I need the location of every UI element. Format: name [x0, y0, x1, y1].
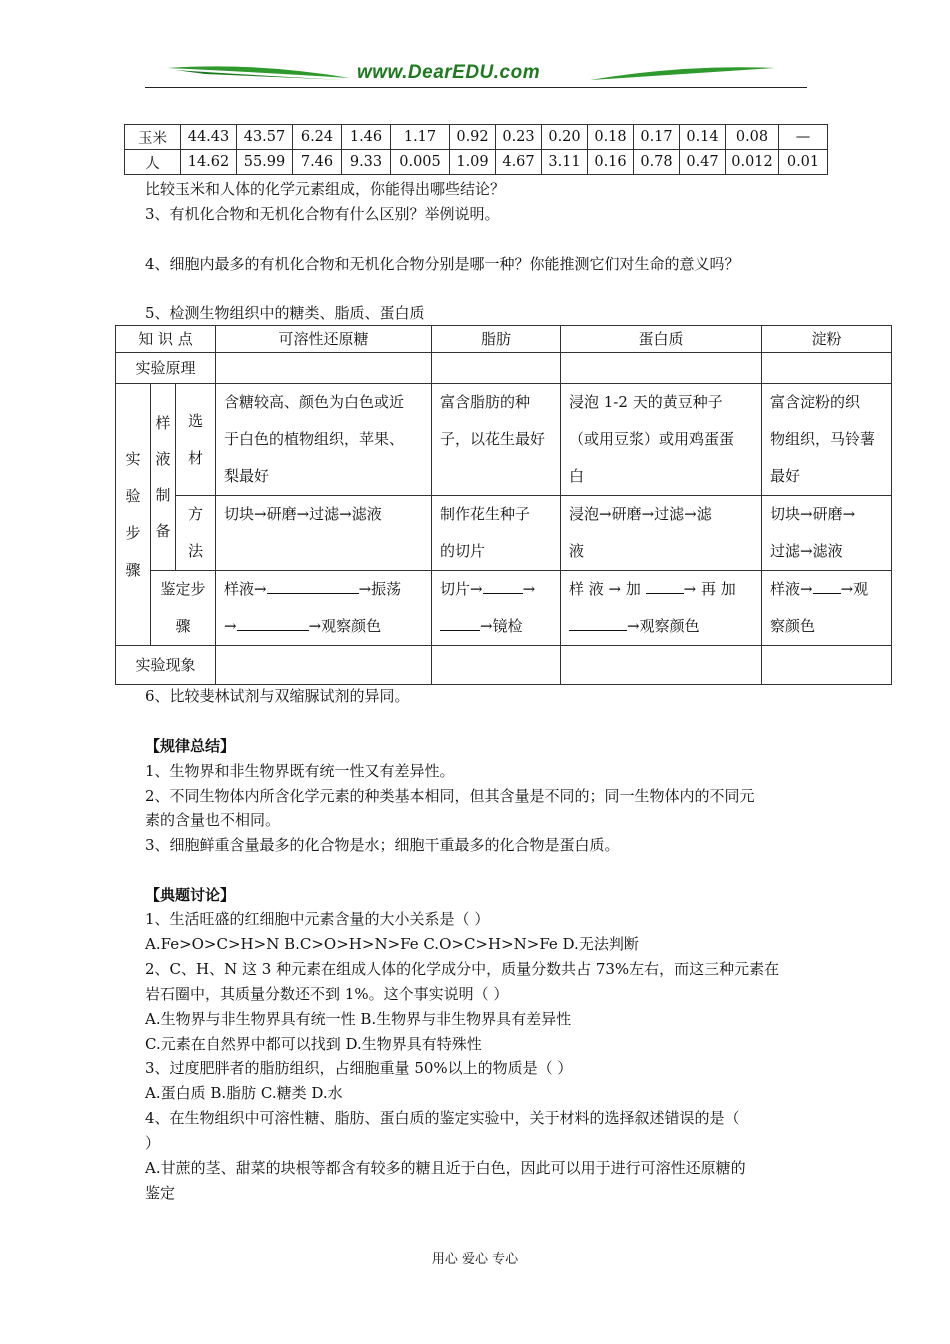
cell: 3.11 — [542, 150, 588, 175]
material-protein: 浸泡 1-2 天的黄豆种子 （或用豆浆）或用鸡蛋蛋 白 — [561, 384, 762, 496]
cell: — — [779, 125, 828, 150]
fill-blank[interactable] — [440, 614, 480, 631]
method-sugar: 切块→研磨→过滤→滤液 — [216, 496, 432, 571]
identify-starch: 样液→ →观 察颜色 — [762, 571, 892, 646]
cell: 0.08 — [726, 125, 779, 150]
table-row — [116, 646, 892, 685]
discussion-line: 4、在生物组织中可溶性糖、脂肪、蛋白质的鉴定实验中，关于材料的选择叙述错误的是（ — [145, 1109, 740, 1127]
material-label: 选 材 — [176, 384, 216, 496]
discussion-line: C.元素在自然界中都可以找到 D.生物界具有特殊性 — [145, 1035, 482, 1053]
discussion-title: 【典题讨论】 — [145, 886, 236, 904]
summary-title: 【规律总结】 — [145, 737, 236, 755]
identify-sugar: 样液→ →振荡 → →观察颜色 — [216, 571, 432, 646]
cell: 0.23 — [496, 125, 542, 150]
cell: 4.67 — [496, 150, 542, 175]
summary-item: 3、细胞鲜重含量最多的化合物是水；细胞干重最多的化合物是蛋白质。 — [145, 836, 620, 854]
table-row — [116, 384, 892, 496]
cell: 0.92 — [450, 125, 496, 150]
identify-protein: 样 液 → 加 → 再 加 →观察颜色 — [561, 571, 762, 646]
cell — [561, 353, 762, 384]
discussion-line: A.Fe>O>C>H>N B.C>O>H>N>Fe C.O>C>H>N>Fe D.无法判断 — [145, 935, 639, 953]
header-cell: 知 识 点 — [116, 326, 216, 353]
question-compare: 比较玉米和人体的化学元素组成，你能得出哪些结论？ — [145, 180, 506, 198]
cell: 0.005 — [391, 150, 450, 175]
cell — [432, 353, 561, 384]
page-footer: 用心 爱心 专心 — [431, 1252, 519, 1267]
question-5: 5、检测生物组织中的糖类、脂质、蛋白质 — [145, 304, 425, 322]
material-fat: 富含脂肪的种 子，以花生最好 — [432, 384, 561, 496]
method-protein: 浸泡→研磨→过滤→滤 液 — [561, 496, 762, 571]
header-cell: 蛋白质 — [561, 326, 762, 353]
table-row — [116, 496, 892, 571]
summary-item: 素的含量也不相同。 — [145, 811, 281, 829]
row-label: 实验现象 — [116, 646, 216, 685]
cell: 1.46 — [342, 125, 391, 150]
fill-blank[interactable] — [237, 614, 309, 631]
discussion-line: ） — [145, 1134, 161, 1152]
page-header — [145, 60, 807, 90]
cell — [432, 646, 561, 685]
discussion-line: A.生物界与非生物界具有统一性 B.生物界与非生物界具有差异性 — [145, 1010, 572, 1028]
cell: 9.33 — [342, 150, 391, 175]
steps-label: 实 验 步 骤 — [116, 384, 151, 646]
cell: 0.012 — [726, 150, 779, 175]
row-label: 玉米 — [125, 125, 181, 150]
cell: 0.18 — [588, 125, 634, 150]
cell: 7.46 — [293, 150, 342, 175]
table-row — [116, 353, 892, 384]
header-cell: 脂肪 — [432, 326, 561, 353]
cell — [561, 646, 762, 685]
fill-blank[interactable] — [569, 614, 627, 631]
cell: 0.17 — [634, 125, 680, 150]
cell: 0.01 — [779, 150, 828, 175]
fill-blank[interactable] — [267, 577, 359, 594]
table-row — [116, 326, 892, 353]
discussion-line: 岩石圈中，其质量分数还不到 1%。这个事实说明（ ） — [145, 985, 509, 1003]
summary-item: 2、不同生物体内所含化学元素的种类基本相同，但其含量是不同的；同一生物体内的不同元 — [145, 787, 755, 805]
identify-label: 鉴定步 骤 — [151, 571, 216, 646]
header-cell: 淀粉 — [762, 326, 892, 353]
cell: 1.09 — [450, 150, 496, 175]
cell: 6.24 — [293, 125, 342, 150]
cell: 0.14 — [680, 125, 726, 150]
row-label: 人 — [125, 150, 181, 175]
cell: 44.43 — [181, 125, 237, 150]
cell — [216, 353, 432, 384]
material-starch: 富含淀粉的织 物组织，马铃薯 最好 — [762, 384, 892, 496]
question-4: 4、细胞内最多的有机化合物和无机化合物分别是哪一种？你能推测它们对生命的意义吗？ — [145, 255, 740, 273]
cell — [762, 646, 892, 685]
cell: 55.99 — [237, 150, 293, 175]
discussion-line: 3、过度肥胖者的脂肪组织，占细胞重量 50%以上的物质是（ ） — [145, 1059, 573, 1077]
site-logo[interactable]: www.DearEDU.com — [357, 62, 541, 83]
cell: 0.16 — [588, 150, 634, 175]
cell: 1.17 — [391, 125, 450, 150]
summary-item: 1、生物界和非生物界既有统一性又有差异性。 — [145, 762, 455, 780]
cell — [762, 353, 892, 384]
cell — [216, 646, 432, 685]
question-6: 6、比较斐林试剂与双缩脲试剂的异同。 — [145, 687, 410, 705]
cell: 14.62 — [181, 150, 237, 175]
row-label: 实验原理 — [116, 353, 216, 384]
discussion-line: 鉴定 — [145, 1184, 176, 1202]
method-starch: 切块→研磨→ 过滤→滤液 — [762, 496, 892, 571]
question-3: 3、有机化合物和无机化合物有什么区别？举例说明。 — [145, 205, 500, 223]
cell: 0.47 — [680, 150, 726, 175]
table-row — [125, 150, 828, 175]
discussion-line: A.甘蔗的茎、甜菜的块根等都含有较多的糖且近于白色，因此可以用于进行可溶性还原糖的 — [145, 1159, 746, 1177]
header-cell: 可溶性还原糖 — [216, 326, 432, 353]
detection-table — [115, 325, 892, 685]
cell: 0.78 — [634, 150, 680, 175]
material-sugar: 含糖较高、颜色为白色或近 于白色的植物组织，苹果、 梨最好 — [216, 384, 432, 496]
prep-label: 样 液 制 备 — [151, 384, 176, 571]
discussion-line: 2、C、H、N 这 3 种元素在组成人体的化学成分中，质量分数共占 73%左右，而这三种元素在 — [145, 960, 780, 978]
element-composition-table — [124, 124, 828, 175]
fill-blank[interactable] — [646, 577, 684, 594]
method-label: 方 法 — [176, 496, 216, 571]
method-fat: 制作花生种子 的切片 — [432, 496, 561, 571]
cell: 43.57 — [237, 125, 293, 150]
table-row — [116, 571, 892, 646]
discussion-line: 1、生活旺盛的红细胞中元素含量的大小关系是（ ） — [145, 910, 490, 928]
fill-blank[interactable] — [813, 577, 841, 594]
cell: 0.20 — [542, 125, 588, 150]
identify-fat: 切片→ → →镜检 — [432, 571, 561, 646]
discussion-line: A.蛋白质 B.脂肪 C.糖类 D.水 — [145, 1084, 343, 1102]
table-row — [125, 125, 828, 150]
header-divider — [145, 87, 807, 88]
fill-blank[interactable] — [483, 577, 523, 594]
